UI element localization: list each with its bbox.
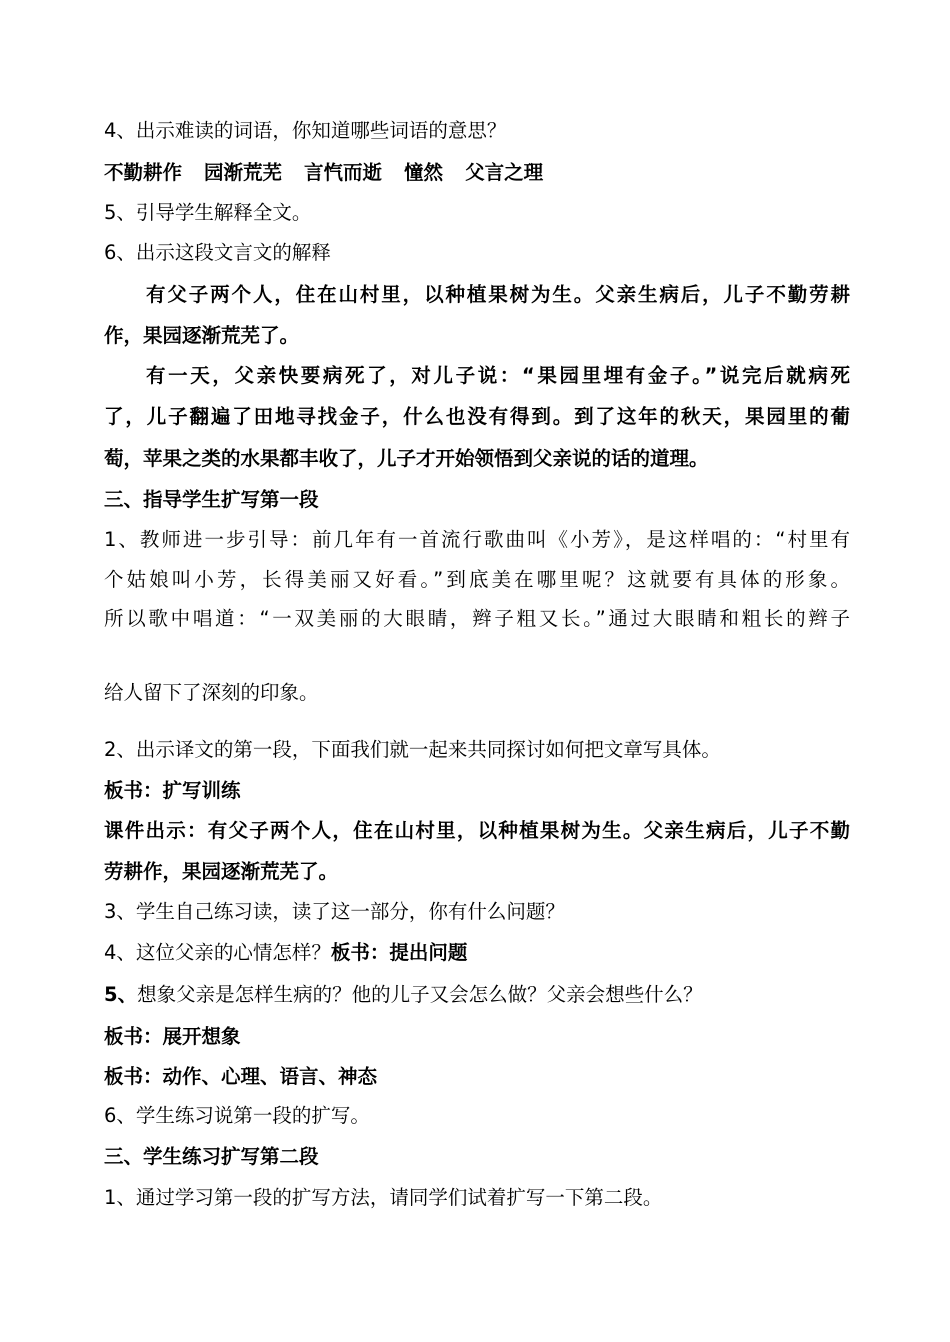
guide-line-2: 个姑娘叫小芳，长得美丽又好看。”到底美在哪里呢？这就要有具体的形象。	[104, 568, 850, 591]
step-5b-line	[104, 982, 850, 1008]
step-5-line: 5、引导学生解释全文。	[104, 201, 312, 224]
step-5b-text: 想象父亲是怎样生病的？他的儿子又会怎么做？父亲会想些什么？	[137, 983, 703, 1006]
difficult-words-line	[104, 160, 850, 186]
step-4b-question: 4、这位父亲的心情怎样？	[104, 941, 331, 964]
translation-line-5: 萄，苹果之类的水果都丰收了，儿子才开始领悟到父亲说的话的道理。	[104, 447, 709, 470]
word-4: 憧然	[404, 161, 444, 184]
step-4-line: 4、出示难读的词语，你知道哪些词语的意思？	[104, 119, 507, 142]
guide-line-4: 给人留下了深刻的印象。	[104, 681, 319, 704]
step-2-line: 2、出示译文的第一段，下面我们就一起来共同探讨如何把文章写具体。	[104, 738, 721, 761]
courseware-line-2: 劳耕作，果园逐渐荒芜了。	[104, 860, 339, 883]
translation-line-3: 有一天，父亲快要病死了，对儿子说：“果园里埋有金子。”说完后就病死	[146, 364, 850, 387]
step-3-line: 3、学生自己练习读，读了这一部分，你有什么问题？	[104, 900, 565, 923]
translation-line-1: 有父子两个人，住在山村里，以种植果树为生。父亲生病后，儿子不勤劳耕	[146, 283, 850, 306]
board-writing-question: 板书：提出问题	[330, 941, 468, 964]
step-1b-line: 1、通过学习第一段的扩写方法，请同学们试着扩写一下第二段。	[104, 1186, 663, 1209]
step-4b-line	[104, 940, 850, 966]
section-3b-heading: 三、学生练习扩写第二段	[104, 1145, 319, 1168]
board-writing-imagine: 板书：展开想象	[104, 1025, 241, 1048]
step-6b-line: 6、学生练习说第一段的扩写。	[104, 1104, 370, 1127]
step-5b-number: 5、	[104, 983, 138, 1006]
translation-line-4: 了，儿子翻遍了田地寻找金子，什么也没有得到。到了这年的秋天，果园里的葡	[104, 405, 850, 428]
board-writing-expand: 板书：扩写训练	[104, 779, 241, 802]
section-3-heading: 三、指导学生扩写第一段	[104, 488, 319, 511]
word-5: 父言之理	[465, 161, 544, 184]
guide-line-1: 1、教师进一步引导：前几年有一首流行歌曲叫《小芳》，是这样唱的：“村里有	[104, 528, 850, 551]
word-3: 言忾而逝	[304, 161, 383, 184]
translation-line-2: 作，果园逐渐荒芜了。	[104, 324, 300, 347]
word-1: 不勤耕作	[104, 161, 183, 184]
word-2: 园渐荒芜	[204, 161, 283, 184]
courseware-line-1: 课件出示：有父子两个人，住在山村里，以种植果树为生。父亲生病后，儿子不勤	[104, 819, 850, 842]
board-writing-aspects: 板书：动作、心理、语言、神态	[104, 1065, 378, 1088]
guide-line-3: 所以歌中唱道：“一双美丽的大眼睛，辫子粗又长。”通过大眼睛和粗长的辫子	[104, 607, 850, 630]
step-6-line: 6、出示这段文言文的解释	[104, 241, 331, 264]
